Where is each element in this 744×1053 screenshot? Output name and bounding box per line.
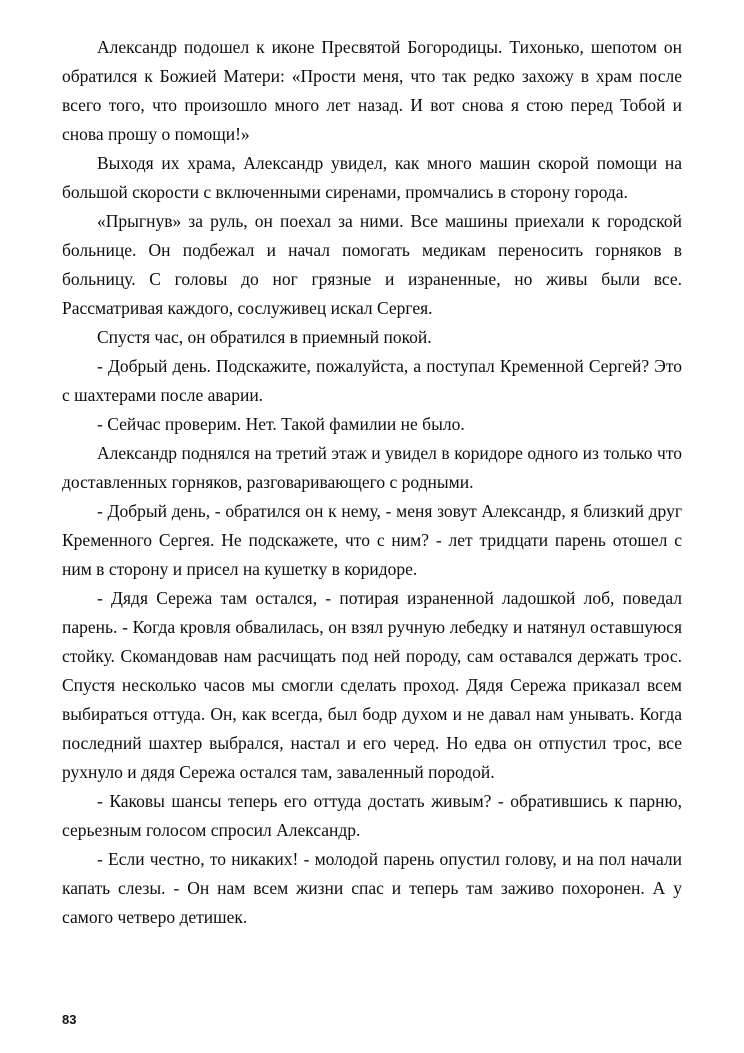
paragraph: - Каковы шансы теперь его оттуда достать живым? - обратившись к парню, серьезным голосом спросил Александр. [62, 791, 682, 840]
paragraph: - Дядя Сережа там остался, - потирая израненной ладошкой лоб, поведал парень. - Когда кровля обвалилась, он взял ручную лебедку и натянул оставшуюся стойку. Скомандовав нам расчищать под ней породу, сам оставался держать трос. Спустя несколько часов мы смогли сделать проход. Дядя Сережа приказал всем выбираться оттуда. Он, как всегда, был бодр духом и не давал нам унывать. Когда последний шахтер выбрался, настал и его черед. Но едва он отпустил трос, все рухнуло и дядя Сережа остался там, заваленный породой. [62, 588, 682, 782]
page-number: 83 [62, 1012, 77, 1027]
paragraph: - Добрый день. Подскажите, пожалуйста, а поступал Кременной Сергей? Это с шахтерами после аварии. [62, 356, 682, 405]
paragraph: - Сейчас проверим. Нет. Такой фамилии не было. [97, 414, 465, 434]
paragraph: - Если честно, то никаких! - молодой парень опустил голову, и на пол начали капать слезы. - Он нам всем жизни спас и теперь там заживо похоронен. А у самого четверо детишек. [62, 849, 682, 927]
paragraph: Александр подошел к иконе Пресвятой Богородицы. Тихонько, шепотом он обратился к Божией Матери: «Прости меня, что так редко захожу в храм после всего того, что произошло много лет назад. И вот снова я стою перед Тобой и снова прошу о помощи!» [62, 37, 682, 144]
paragraph: Выходя их храма, Александр увидел, как много машин скорой помощи на большой скорости с включенными сиренами, промчались в сторону города. [62, 153, 682, 202]
paragraph: Александр поднялся на третий этаж и увидел в коридоре одного из только что доставленных горняков, разговаривающего с родными. [62, 443, 682, 492]
body-text [62, 33, 682, 932]
paragraph: «Прыгнув» за руль, он поехал за ними. Все машины приехали к городской больнице. Он подбежал и начал помогать медикам переносить горняков в больницу. С головы до ног грязные и израненные, но живы были все. Рассматривая каждого, сослуживец искал Сергея. [62, 211, 682, 318]
paragraph: - Добрый день, - обратился он к нему, - меня зовут Александр, я близкий друг Кременного Сергея. Не подскажете, что с ним? - лет тридцати парень отошел с ним в сторону и присел на кушетку в коридоре. [62, 501, 682, 579]
paragraph: Спустя час, он обратился в приемный покой. [97, 327, 432, 347]
